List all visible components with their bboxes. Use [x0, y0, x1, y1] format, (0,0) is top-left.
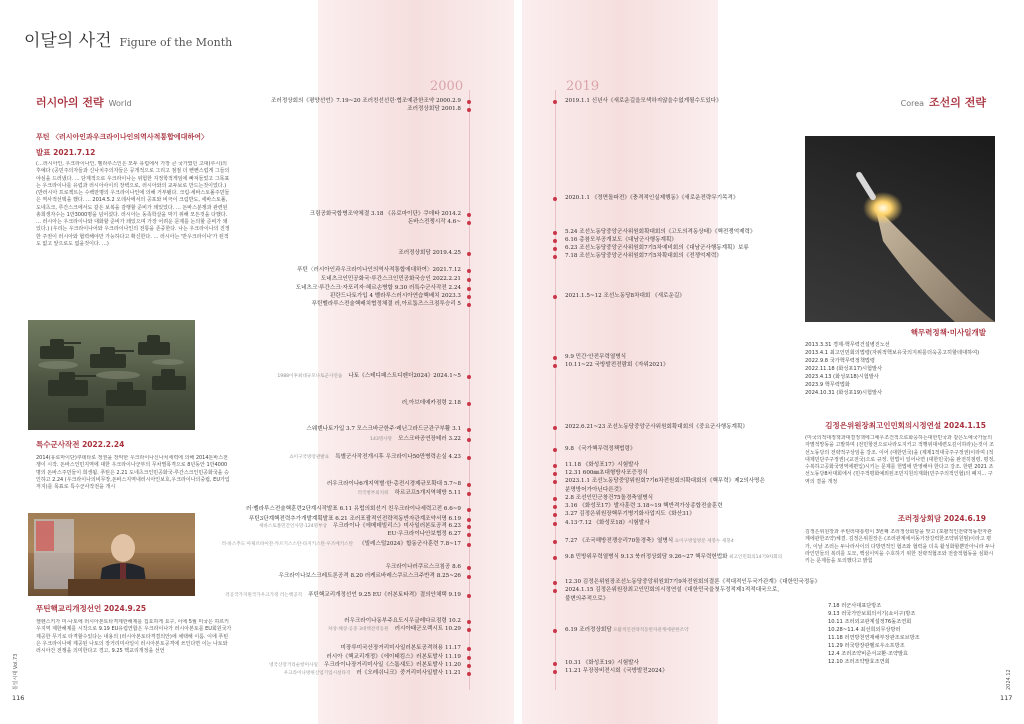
left-event	[225, 592, 461, 599]
left-event-text: 러·벨라루스전술핵훈련2단계시작발표 6.11 유럽의회선거 친우크라이나세력고전 6.6~9	[246, 506, 461, 512]
r3-body: 김정은위원장과 푸틴러대통령이 3번째 조러정상회담을 맞고 (포괄적인전략적동반자관계에관한조약)체결. 김정은위원장은 (조러관계에서동가장강력한조약위원범)이라고 평가, 이날 조러는 두나라사이의 다방면적인 협조와 협력을 더욱 활성화할뿐만아니라 두나라인민들의 복리를 도모, 핵심이익을 수호하기 위한 전략적협조와 전술적협동을 심화시키는 문제들을 토의했다고 밝힘	[805, 529, 995, 564]
left-event-text: 하르코프5개지역해방 5.11	[394, 490, 461, 496]
right-event-dot	[553, 231, 557, 235]
left-event-dot	[467, 278, 471, 282]
left-event	[296, 285, 461, 292]
left-event-text: 크림공화국합병조약체결 3.18 《유로마이단》쿠데타 2014.2	[309, 211, 461, 217]
left-event-dot	[467, 100, 471, 104]
left-event-dot	[467, 295, 471, 299]
right-event-dot	[553, 255, 557, 259]
right-event-text: 2021.1.5~12 조선노동당8차대회 《새로운길》	[565, 293, 685, 299]
left-event-dot	[467, 672, 471, 676]
left-event	[330, 293, 461, 300]
right-event-text: 2024.1.15 김정은위원장최고인민회의시정연설《대한민국을첫두정적제1적적대국으로,	[565, 587, 780, 593]
left-event-dot	[467, 456, 471, 460]
right-event	[565, 596, 608, 603]
s3-body: 젤렌스키가 미·나토에 러시아본토타격제한해제를 집요하게 요구, 이에 5월 미국은 하르키우지역 제한해제를 시작으로 9.19 EU유럽연합은 우크라이나가 러시아본토를 EU회원국가 제공한 무기로 타격할수있다는 내용의 (러시아본토타격결의안)에 채택해 이룸. 이에 푸틴은 우크라이나에 제공된 나토의 장거리미사일이 러시아본토공격에 쓰인다면 이는 나토와 러시아간 전쟁을 의미한다고 경고, 9.25 핵교리개정을 선언	[36, 619, 232, 654]
left-event	[284, 670, 461, 677]
left-event-text: 우크라이나러쿠르스크침공 8.6	[385, 564, 461, 570]
right-event	[565, 627, 689, 634]
left-event	[278, 573, 461, 580]
page-title-kr: 이달의 사건	[24, 31, 112, 51]
right-event-text: 6.19 조러정상회담	[565, 627, 612, 633]
right-event-text: 2020.1.1 《정면돌파전》《충격적인실제행동》《새로운전략무기목격》	[565, 195, 739, 201]
right-event	[565, 293, 685, 300]
left-event-dot	[467, 252, 471, 256]
right-event-dot	[553, 426, 557, 430]
left-event-text: EU·우크라이나안보협정 6.27	[387, 531, 461, 537]
right-event-dot	[553, 295, 557, 299]
list-item: 10.28~11.4 최선희외무상방러	[828, 627, 901, 634]
left-event	[326, 654, 461, 661]
left-event-text: 도네츠크인민공화국·루간스크인민공화국승인 2022.2.21	[320, 276, 461, 282]
page-title-en: Figure of the Month	[119, 36, 233, 49]
left-heading-en: World	[108, 99, 132, 108]
left-event	[312, 301, 461, 308]
s1-body: (…러시아인, 우크라이나인, 벨라루스인은 모두 유럽에서 가장 큰 국가였던 고대(루시)의 후예다 (공민주의자들과 신나치주의자들은 공개적으로 그리고 점점 더 뻔뻔스럽게 그들의 야심을 드러냈다. … 단계적으로 우크라이나는 위험한 지정학적게임에 빠져들었고 그목표는 우크라이나를 유럽과 러시아사이의 장벽으로, 러시아와의 교두보로 만드는것이었다.) (반러시아 프로젝트는 수백만명의 우크라이나인에 의해 거부됐다. 크림·세바스토폴주민들은 역사적선택을 했다. … 2014.5.2 오데사에서의 공포와 비극이 크림반도, 세바스토폴, 도네츠크, 루간스크에서도 같은 보복을 감행할 준비가 돼있었다. … 돈바스분쟁과 관련된 총희생자수는 1만3000명을 넘어섰다. 러시아는 동족학살을 막기 위해 모든것을 다했다. … 러시아는 우크라이나와 대화할 준비가 돼있으며 가장 어려운 문제를 논의할 준비가 돼있다.) (우리는 우크라이나어와 우크라이나인의 전통을 존중한다. 나는 우크라이나의 진정한 주권이 러시아와 협력해야만 가능하다고 확신한다. … 러시아는 '반우크라이나'가 된적도 없고 앞으로도 없을것이다. …)	[36, 161, 230, 247]
left-event-text: 모스크바공연장테러 3.22	[398, 436, 461, 442]
right-event-dot	[553, 364, 557, 368]
left-event-dot	[467, 647, 471, 651]
right-event	[565, 487, 625, 494]
right-event-dot	[553, 589, 557, 593]
right-event	[565, 470, 648, 477]
left-event-dot	[467, 213, 471, 217]
right-event	[565, 462, 639, 469]
left-event-text: 러우크라이나6개지역별·한·총전시경제규모확대 5.7~8	[326, 481, 461, 487]
left-event	[408, 219, 461, 226]
right-vert-label: 2024.12	[1006, 669, 1012, 690]
putin-photo	[28, 513, 195, 596]
right-event-text: 10.11~22 국방발전전람회《자위2021》	[565, 362, 669, 368]
s2-title: 특수군사작전 2022.2.24	[36, 440, 125, 449]
list-item: 2024.10.31 (화성포19)시험발사	[805, 390, 883, 397]
right-event	[565, 362, 669, 369]
left-heading	[36, 96, 132, 111]
right-event-text: 불변의주적으로》	[565, 596, 609, 602]
right-event	[565, 587, 779, 594]
left-event-text: 조러정상회담 2001.8	[407, 106, 461, 112]
left-event-dot	[467, 402, 471, 406]
left-event-text: 우크라이나보스크레트론공격 8.20 러케르바레스쿠르스크주반격 8.25~26	[278, 573, 461, 579]
right-event	[565, 511, 695, 518]
left-event-dot	[467, 620, 471, 624]
right-event-text: 6.16 총참모부공개보도《대남군사행동계획》	[565, 237, 677, 243]
left-event-dot	[467, 543, 471, 547]
left-event-dot	[467, 221, 471, 225]
right-event-dot	[553, 540, 557, 544]
right-event-text: 9.9 민간·안전무력열병식	[565, 354, 627, 360]
list-item: 12.4 조러조약비준서교환·조약발효	[828, 651, 908, 658]
right-event-dot	[553, 480, 557, 484]
right-event	[565, 554, 782, 561]
right-heading-en: Corea	[900, 99, 925, 108]
right-page-num: 117	[1000, 694, 1013, 702]
left-event-text: 우크라이나《에메데빌리스》미사일러본토공격 6.23	[332, 523, 461, 529]
left-event	[385, 564, 461, 571]
right-event-dot	[553, 497, 557, 501]
left-event	[321, 276, 461, 283]
right-event-text: 11.21 무장장비전시회《국방발전2024》	[565, 668, 668, 674]
left-event-text: 《빌레스털2024》합동군사훈련 7.8~17	[359, 541, 461, 547]
right-event-dot	[553, 662, 557, 666]
left-event	[327, 481, 461, 488]
destroyed-tanks-photo	[28, 320, 195, 430]
left-event-text: 러우크라이나동부주요도시우글레다르점령 10.2	[344, 618, 461, 624]
right-event	[565, 237, 677, 244]
left-event-text: 스웨덴나토가입 3.7 모스크바군한주·레닌그라드군관구부활 3.1	[306, 426, 461, 432]
left-event	[246, 506, 461, 513]
right-event	[565, 503, 723, 510]
right-event	[565, 195, 739, 202]
left-event-text: 미장루미국산장거리미사일러본토공격허용 11.17	[340, 645, 461, 651]
left-event	[271, 98, 461, 105]
left-event-dot	[467, 508, 471, 512]
left-event-text: 나토《스테디패스트디펜더2024》2024.1~5	[348, 373, 461, 379]
right-event-text: 7.18 조선노동당중앙군사위원회7기5차확대회의《전쟁억제력》	[565, 253, 722, 259]
left-event-dot	[467, 428, 471, 432]
right-event	[565, 424, 748, 431]
left-event	[388, 531, 461, 538]
right-event-dot	[553, 356, 557, 360]
left-event-text: 러시아태군오렉시트 10.29	[394, 626, 461, 632]
right-event	[565, 98, 722, 105]
left-event	[341, 645, 461, 652]
r3-title: 조러정상회담 2024.6.19	[897, 514, 986, 523]
left-event	[306, 426, 461, 433]
s3-title: 푸틴핵교리개정선언 2024.9.25	[36, 604, 147, 613]
right-event-dot	[553, 464, 557, 468]
left-event-dot	[467, 664, 471, 668]
left-heading-kr: 러시아의 전략	[36, 96, 104, 109]
left-event	[259, 523, 461, 530]
left-event	[289, 454, 461, 461]
left-event-dot	[467, 438, 471, 442]
right-event-text: 3.27 김정은위원장핵무기병기화사업지도《화산31》	[565, 511, 695, 517]
left-event	[221, 541, 461, 548]
missile-launch-photo	[805, 136, 995, 322]
left-event-dot	[467, 287, 471, 291]
left-event-dot	[467, 483, 471, 487]
left-event-note: 영국산장거리순항미사일	[269, 662, 318, 668]
right-event-dot	[553, 472, 557, 476]
right-event-text: 5.24 조선노동당중앙군사위원회확대회의《고도의격동상태》《핵전쟁억제력》	[565, 229, 756, 235]
left-event	[328, 626, 461, 633]
left-event	[277, 373, 461, 380]
list-item: 11.18 러연방천연재해부장관조로브방조	[828, 635, 920, 642]
r2-body: (미국의적대정책과대결정책에그예우조건적으로화응하는대한민국과 같은노예국가들의자멸적망동을 고발하며 (전민항전으로나라도지키고 적행위대세련도깊이하라)는것이 조선노동당의 전략적구상임을 강조. 이어 (대한민국)을 (제제1적대국주구정권)이라며 (적대제민단주구정권)·(교전국)으로 규정. 헌법이 일어나면 (대한민국)을 완전히점령, 평정, 수복하고공화국영역에편입)시키는 문제를 헌법에 반영해야 한다고 강조. 한편 2021 조선노동당8차대회에서 (민주적평화예외된조민지원의재화(민주주의적인협)의 폐지... 구역의 결을 개정	[805, 435, 995, 485]
right-event-text: 2019.1.1 신년사《새로운길을모색하지않을수없게될수도있다》	[565, 98, 722, 104]
year-right: 2019	[566, 79, 600, 94]
list-item: 2022.9.8 국가핵무력정책법령	[805, 358, 875, 365]
left-event	[402, 400, 461, 407]
left-event	[344, 618, 461, 625]
left-event	[297, 267, 461, 274]
right-event-dot	[553, 100, 557, 104]
left-event-dot	[467, 656, 471, 660]
right-event-text: 11.18 《화성포17》시험발사	[565, 462, 639, 468]
right-event	[565, 538, 734, 545]
left-page-num: 116	[12, 694, 25, 702]
timeline-axis-left	[469, 90, 470, 690]
left-event-text: 도네츠크·루간스크·자포리자·헤르손병합 9.30 러특수군사작전 2.24	[295, 285, 461, 291]
left-event-text: 조러정상회담 2019.4.25	[398, 250, 461, 256]
right-event-text: 7.27 《조국해방전쟁승리70돌경축》열병식	[565, 538, 674, 544]
right-event-dot	[553, 448, 557, 452]
right-event	[565, 668, 668, 675]
left-vert-label: 통일시대 Vol.73	[13, 653, 19, 690]
list-item: 11.29 러국방장관벨로우소프방조	[828, 643, 905, 650]
right-event-text: 2022.6.21~23 조선노동당중앙군사위원회확대회의《중요군사행동계획》	[565, 424, 748, 430]
left-event-text: 푸틴벨라루스전술핵배치협정체결 러,아르툼즈스크점투승리 5	[311, 301, 461, 307]
left-event	[407, 106, 461, 113]
left-event-dot	[467, 492, 471, 496]
left-event-dot	[467, 594, 471, 598]
right-heading-kr: 조선의 전략	[929, 96, 986, 109]
left-event-dot	[467, 533, 471, 537]
right-event-text: 12.30 김정은위원장조선노동당중앙위원회7기9차전원회의결론《적대적인두국가관계》《대한민국정동》	[565, 579, 821, 585]
list-item: 2023.9 핵무력법화	[805, 382, 850, 389]
left-event	[269, 662, 461, 669]
left-event-note: 러·바스추도 아제르바이잔·카르기스스탄·타지키스탄·우즈베키스탄	[221, 541, 354, 547]
left-event-text: 러《오레쉬니크》중거리미사일발사 11.21	[356, 670, 461, 676]
right-event-text: 분명방어가아닌다른것》	[565, 487, 625, 493]
right-event-text: 9.8 《국가핵무력정책법령》	[565, 446, 636, 452]
s1-title: 푸틴 〈러시아인과우크라이나인의역사적통합에대하여〉	[36, 133, 208, 141]
right-event-text: 6.23 조선노동당중앙군사위원회7기5차예비회의《대남군사행동계획》보류	[565, 245, 749, 251]
list-item: 2022.11.18 (화성포17)시험발사	[805, 366, 883, 373]
right-event-dot	[553, 247, 557, 251]
left-event-text: 돈바스전쟁시작 4.6~	[407, 219, 461, 225]
left-event-text: 푸틴3단계핵전력추가개발계획발표 6.21 조러포괄적인전략적동반자관계조약서명 6.19	[248, 516, 461, 522]
right-event-dot	[553, 556, 557, 560]
left-event-note: 세바스토폴민간인사망·124명부상	[258, 523, 327, 529]
right-event	[565, 660, 639, 667]
page-title	[24, 30, 232, 52]
r3-list	[828, 602, 998, 667]
left-event-text: 우크라이나장거리미사일《스톰섀도》러본토발사 11.20	[323, 662, 461, 668]
right-event-dot	[553, 197, 557, 201]
right-event-dot	[553, 629, 557, 633]
right-event-text: 9.8 민방위무력열병식 9.13 북러정상회담 9.26~27 핵무력헌법화	[565, 554, 728, 560]
list-item: 2023.4.13 (화성포18)시험발사	[805, 374, 879, 381]
left-event-dot	[467, 108, 471, 112]
r1-title: 핵무력정책·미사일개발	[910, 328, 986, 337]
left-event-text: 푸틴핵교리개정선언 9.25 EU《러본토타격》결의안채택 9.19	[308, 592, 461, 598]
timeline-axis-right	[555, 90, 556, 690]
left-event-note: 우크라이나방위산업기업시설타격	[283, 670, 351, 676]
right-event	[565, 495, 653, 502]
right-event-text: 10.31 《화성포19》시험발사	[565, 660, 639, 666]
right-event	[565, 354, 626, 361]
s2-body: 2014(유로마이단)쿠데타로 정권을 장악한 우크라이나신나치세력에 의해 2014돈바스전쟁이 시작. 돈바스인민지역에 대한 우크라이나군부의 무차별폭격으로 8년동안 1만4000명의 돈바스주민들이 희생됨. 푸틴은 2.21 도네츠크인민공화국·루간스크인민공화국을 승인하고 2.24 (우크라이나의비무장,돈바스지역내러시아인보호,우크라이나의중립, EU가입저지)를 목표로 특수군사작전을 개시	[36, 455, 230, 490]
left-event-dot	[467, 518, 471, 522]
right-event-note: 쇼이구방업방문 세붕누 세붕4	[673, 539, 734, 544]
left-event	[370, 436, 461, 443]
list-item: 7.18 러군사대표단방조	[828, 603, 882, 609]
left-event-dot	[467, 628, 471, 632]
year-left: 2000	[430, 79, 464, 94]
left-event-note: 쇼이구국방장관발표	[289, 454, 330, 460]
left-event-note: 러공국가지원국가우크가정 러는핵공격	[225, 592, 303, 598]
left-event-text: 조러정상회의《평양선언》7.19~20 조러친선선린·협조예관한조약 2000.2.9	[271, 98, 461, 104]
right-event	[565, 245, 749, 252]
right-event-text: 4.13·7.12 《화성포18》시험발사	[565, 520, 650, 526]
right-event	[565, 446, 636, 453]
s1-date: 발표 2021.7.12	[36, 148, 96, 157]
right-event	[565, 229, 756, 236]
list-item: 12.10 조러조약발효조연회	[828, 659, 890, 666]
left-event-dot	[467, 566, 471, 570]
right-event-dot	[553, 239, 557, 243]
left-event-note: 1988이후최대규모나토군사연습	[277, 373, 343, 379]
left-event-text: 핀란드나토가입 4 벨라루스러시아연습핵배치 2023.3	[329, 293, 461, 299]
left-event-dot	[467, 269, 471, 273]
right-event	[565, 579, 820, 586]
left-event-dot	[467, 303, 471, 307]
right-event-text: 12.31 600㎜초대형방사포증정식	[565, 470, 648, 476]
left-event	[310, 211, 461, 218]
left-event	[357, 490, 461, 497]
left-event-note: 143명사망	[370, 436, 393, 442]
right-event-text: 2023.1.1 조선노동당중앙위원회7기6차전원회의확대회의《핵무력》제2의사명은	[565, 478, 765, 484]
right-event-dot	[553, 513, 557, 517]
left-event-text: 러,아브데예카점령 2.18	[401, 400, 461, 406]
right-event-dot	[553, 581, 557, 585]
r1-list	[805, 341, 995, 397]
left-event-text: 러시아《핵교리개정》《에이태킴스》러본토발사 11.19	[326, 654, 461, 660]
left-event-dot	[467, 575, 471, 579]
right-heading	[901, 96, 986, 111]
right-event-text: 2.8 조선인민군창건75돌경축열병식	[565, 495, 654, 501]
list-item: 10.11 조러외교관계설정76돌조연회	[828, 619, 912, 626]
left-event-dot	[467, 525, 471, 529]
left-event-note: 러국방부외치워	[357, 490, 389, 496]
right-event-dot	[553, 522, 557, 526]
right-event-text: 3.16 《화성포17》발사훈련 3.18~19 핵반격가상종합전술훈련	[565, 503, 723, 509]
right-event	[565, 478, 765, 485]
left-event-text: 특별군사작전개시후 우크라이나50만병력손실 4.23	[335, 454, 461, 460]
list-item: 9.13 러국가안보회의서기(쇼이구)방조	[828, 611, 916, 618]
right-event-dot	[553, 670, 557, 674]
list-item: 2013.3.31 경제·핵무력건설병진노선	[805, 342, 890, 348]
left-event	[398, 250, 461, 257]
right-event-note: 포괄적인전략적동반자관계에관한조약	[611, 628, 689, 633]
left-event-dot	[467, 375, 471, 379]
right-event	[565, 253, 722, 260]
right-event-dot	[553, 505, 557, 509]
r2-title: 김정은위원장최고인민회의시정연설 2024.1.15	[825, 421, 986, 430]
list-item: 2013.4.1 최고인민회의법령(자위적핵보유국의지위를더욱공고히할데대하여)	[805, 350, 980, 357]
right-event	[565, 520, 650, 527]
right-event-note: 최고인민회의14기9차회의	[727, 555, 783, 560]
left-event-note: 차상·해상·공중 3대핵전력동원	[328, 626, 389, 632]
left-event-text: 푸틴〈러시아인과우크라이나인의역사적통합에대하여〉2021.7.12	[297, 267, 461, 273]
